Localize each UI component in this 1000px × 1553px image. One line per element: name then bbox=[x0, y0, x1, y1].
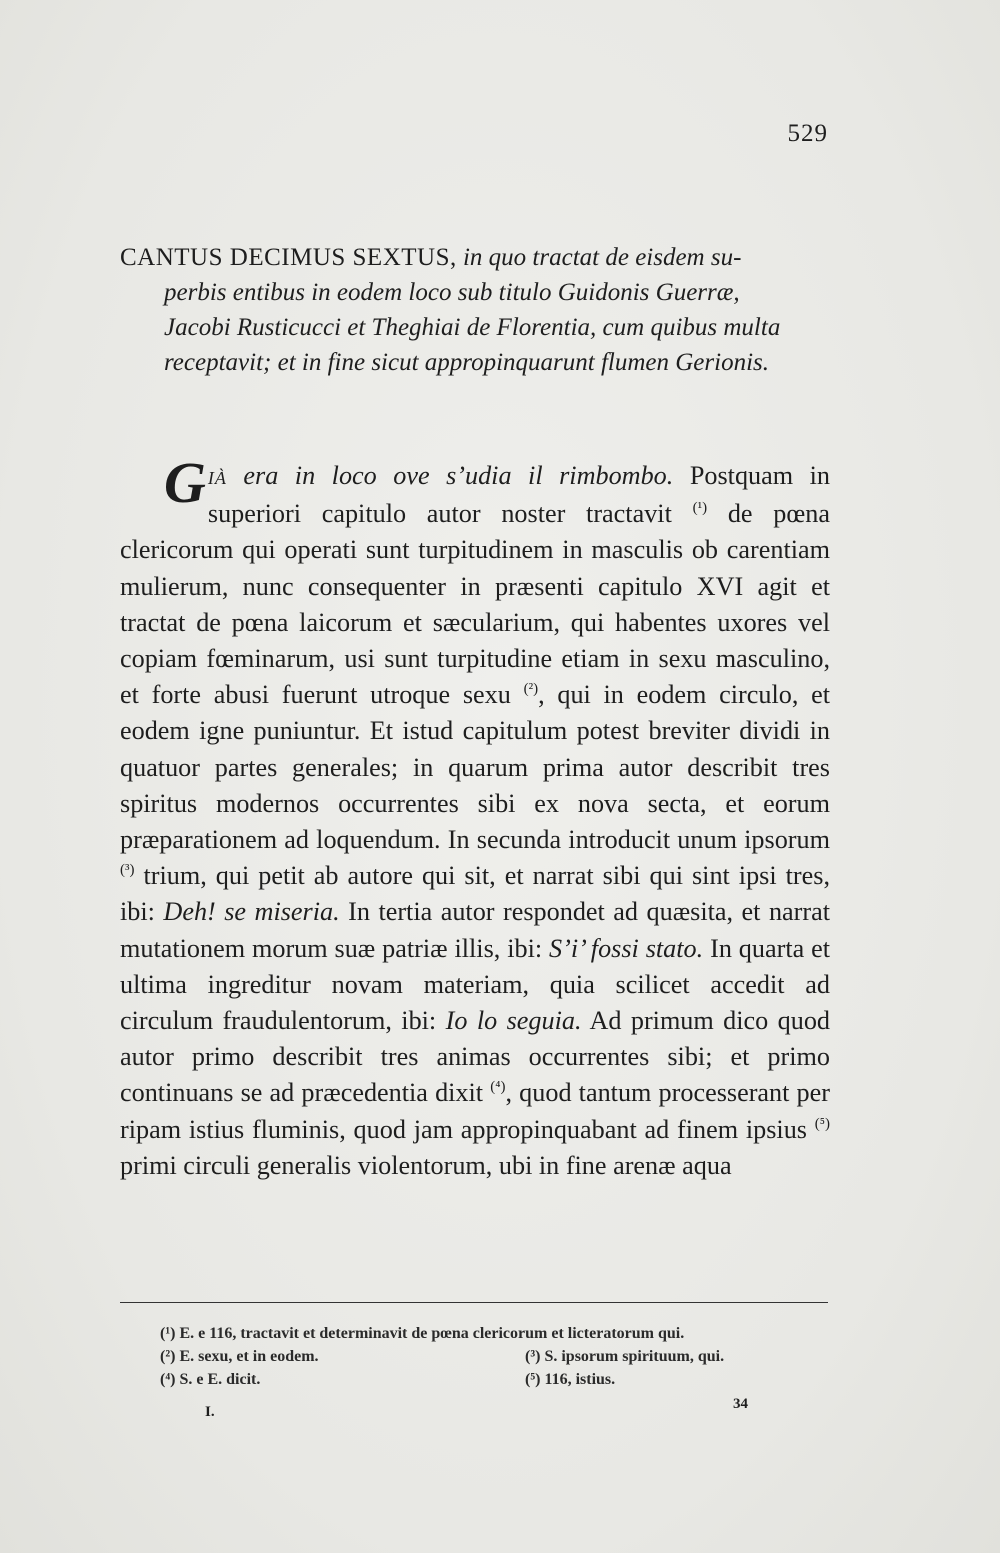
signature-mark: I. bbox=[205, 1404, 215, 1420]
footnote-4: (⁴) S. e E. dicit. bbox=[160, 1371, 261, 1388]
quote-1: Deh! se miseria. bbox=[163, 897, 340, 927]
body-text-1: Postquam in superiori capitulo autor noster tractavit bbox=[207, 461, 831, 529]
footnote-5: (⁵) 116, istius. bbox=[525, 1371, 616, 1388]
footnote-3: (³) S. ipsorum spirituum, qui. bbox=[525, 1348, 725, 1365]
body-text-4: trium, qui petit ab autore qui sit, et narrat sibi qui sint ipsi tres, ibi: bbox=[120, 861, 831, 927]
page-number: 529 bbox=[787, 120, 828, 147]
note-ref-4: (⁴) bbox=[490, 1079, 506, 1096]
drop-cap: G bbox=[164, 450, 206, 515]
body-paragraph bbox=[120, 450, 831, 1184]
note-ref-3: (³) bbox=[120, 862, 135, 879]
chapter-heading bbox=[120, 240, 830, 380]
footnote-row bbox=[160, 1345, 840, 1368]
body-text-3: , qui in eodem circulo, et eodem igne puniuntur. Et istud capitulum potest breviter dividi in quatuor partes generales; in quarum prima autor describit tres spiritus modernos occurrentes sibi ex nova secta, et eorum præparationem ad loquendum. In secunda introducit unum ipsorum bbox=[120, 680, 831, 855]
footnote-divider bbox=[120, 1302, 828, 1303]
quote-3: Io lo seguia. bbox=[445, 1006, 582, 1036]
note-ref-5: (⁵) bbox=[814, 1115, 831, 1132]
footnotes bbox=[160, 1322, 840, 1391]
heading-line2: perbis entibus in eodem loco sub titulo Guidonis Guerræ, bbox=[164, 279, 740, 306]
body-text-8: , quod tantum processerant per ripam istius fluminis, quod jam appropinquabant ad finem ipsius bbox=[120, 1078, 830, 1144]
opening-quote: era in loco ove s’udia il rimbombo. bbox=[243, 461, 674, 490]
quote-2: S’i’ fossi stato. bbox=[549, 933, 704, 963]
body-text-6: In quarta et ultima ingreditur novam materiam, quia scilicet accedit ad circulum fraudulentorum, ibi: bbox=[120, 933, 831, 1036]
heading-line4: receptavit; et in fine sicut appropinquarunt flumen Gerionis. bbox=[164, 349, 770, 376]
note-ref-2: (²) bbox=[523, 681, 539, 698]
heading-caps: CANTUS DECIMUS SEXTUS, bbox=[120, 244, 457, 271]
footnote-row bbox=[160, 1368, 840, 1391]
footnote-row bbox=[160, 1322, 840, 1345]
opening-caps: IÀ bbox=[207, 468, 227, 488]
footnote-2: (²) E. sexu, et in eodem. bbox=[160, 1348, 319, 1365]
body-text-9: primi circuli generalis violentorum, ubi in fine arenæ aqua bbox=[120, 1150, 732, 1180]
signature-number: 34 bbox=[733, 1396, 748, 1412]
body-text-7: Ad primum dico quod autor primo describit tres animas occurrentes sibi; et primo continuans se ad præcedentia dixit bbox=[120, 1006, 831, 1108]
body-text-5: In tertia autor respondet ad quæsita, et narrat mutationem morum suæ patriæ illis, ibi: bbox=[120, 897, 830, 963]
footnote-1: (¹) E. e 116, tractavit et determinavit de pœna clericorum et licteratorum qui. bbox=[160, 1325, 685, 1342]
heading-line1: in quo tractat de eisdem su- bbox=[462, 244, 742, 271]
heading-line3: Jacobi Rusticucci et Theghiai de Florentia, cum quibus multa bbox=[164, 314, 781, 341]
body-text-2: de pœna clericorum qui operati sunt turpitudinem in masculis ob carentiam mulierum, nunc consequenter in præsenti capitulo XVI agit et tractat de pœna laicorum et sæcularium, qui habentes uxores vel copiam fœminarum, usi sunt turpitudine etiam in sexu masculino, et forte abusi fuerunt utroque sexu bbox=[120, 499, 830, 710]
note-ref-1: (¹) bbox=[692, 500, 708, 517]
